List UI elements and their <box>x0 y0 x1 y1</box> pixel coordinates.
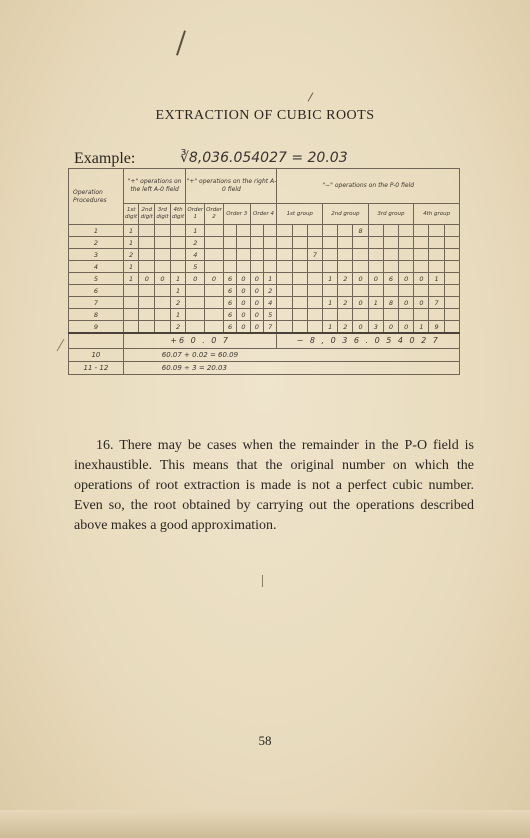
p-digit-cell <box>277 285 292 297</box>
p-digit-cell <box>414 237 429 249</box>
p-digit-cell <box>414 225 429 237</box>
p-digit-cell <box>277 249 292 261</box>
p-digit-cell <box>444 297 459 309</box>
op-number: 8 <box>69 309 124 321</box>
right-digit-cell <box>223 261 236 273</box>
p-digit-cell: 2 <box>338 321 353 334</box>
table-row <box>69 321 460 334</box>
right-field-header: "+" operations on the right A-0 field <box>186 169 277 204</box>
right-digit-cell: 0 <box>250 297 263 309</box>
p-digit-cell <box>338 309 353 321</box>
cube-result: − 8 , 0 3 6 . 0 5 4 0 2 7 <box>277 333 460 349</box>
right-digit-cell <box>205 297 224 309</box>
p-digit-cell: 0 <box>353 273 368 285</box>
left-digit-cell: 2 <box>170 297 186 309</box>
root-result: +6 0 . 0 7 <box>123 333 277 349</box>
p-digit-cell <box>338 225 353 237</box>
final-row <box>69 362 460 375</box>
p-digit-cell <box>292 261 307 273</box>
left-digit-cell <box>155 321 171 334</box>
right-digit-cell: 6 <box>223 321 236 334</box>
left-digit-cell <box>155 225 171 237</box>
right-digit-cell <box>186 297 205 309</box>
p-digit-cell <box>307 273 322 285</box>
p-digit-cell: 1 <box>323 297 338 309</box>
p-digit-cell <box>399 285 414 297</box>
left-digit-cell <box>123 309 139 321</box>
p-digit-cell: 2 <box>338 297 353 309</box>
left-digit-cell <box>123 321 139 334</box>
p-digit-cell <box>429 309 444 321</box>
right-digit-cell <box>237 225 250 237</box>
p-digit-cell <box>292 249 307 261</box>
p-digit-cell: 0 <box>399 321 414 334</box>
p-field-header: "−" operations on the P-0 field <box>277 169 460 204</box>
right-digit-cell <box>237 261 250 273</box>
p-digit-cell <box>277 237 292 249</box>
left-digit-cell: 0 <box>139 273 155 285</box>
p-digit-cell <box>277 261 292 273</box>
right-digit-cell: 1 <box>186 225 205 237</box>
right-digit-cell <box>186 309 205 321</box>
p-digit-cell <box>368 225 383 237</box>
left-digit-cell: 1 <box>170 285 186 297</box>
p-digit-cell <box>429 285 444 297</box>
p-sub-header: 2nd group <box>323 204 369 225</box>
left-digit-cell <box>123 285 139 297</box>
left-sub-header: 3rd digit <box>155 204 171 225</box>
p-digit-cell: 9 <box>429 321 444 334</box>
p-digit-cell <box>444 237 459 249</box>
right-digit-cell: 0 <box>237 285 250 297</box>
right-digit-cell <box>250 237 263 249</box>
op-number <box>69 333 124 349</box>
p-digit-cell <box>383 249 398 261</box>
right-digit-cell <box>264 249 277 261</box>
right-digit-cell <box>205 285 224 297</box>
p-digit-cell <box>414 261 429 273</box>
left-digit-cell: 0 <box>155 273 171 285</box>
left-field-header: "+" operations on the left A-0 field <box>123 169 186 204</box>
p-digit-cell: 0 <box>353 321 368 334</box>
left-sub-header: 4th digit <box>170 204 186 225</box>
left-digit-cell <box>139 237 155 249</box>
left-digit-cell <box>170 225 186 237</box>
p-digit-cell: 7 <box>429 297 444 309</box>
p-digit-cell: 1 <box>323 273 338 285</box>
op-number: 2 <box>69 237 124 249</box>
op-number: 5 <box>69 273 124 285</box>
op-number: 11 - 12 <box>69 362 124 375</box>
left-digit-cell <box>139 297 155 309</box>
op-header: Operation Procedures <box>69 169 124 225</box>
p-digit-cell: 7 <box>307 249 322 261</box>
right-digit-cell: 6 <box>223 309 236 321</box>
pencil-mark <box>308 92 314 101</box>
p-digit-cell <box>353 285 368 297</box>
left-digit-cell: 2 <box>123 249 139 261</box>
p-digit-cell <box>292 237 307 249</box>
right-digit-cell: 6 <box>223 297 236 309</box>
right-digit-cell: 5 <box>264 309 277 321</box>
left-digit-cell <box>155 297 171 309</box>
p-digit-cell <box>277 273 292 285</box>
p-digit-cell <box>444 261 459 273</box>
table-row <box>69 309 460 321</box>
p-sub-header: 1st group <box>277 204 323 225</box>
p-digit-cell <box>307 237 322 249</box>
op-number: 1 <box>69 225 124 237</box>
left-digit-cell <box>170 249 186 261</box>
p-digit-cell <box>444 225 459 237</box>
p-digit-cell <box>429 225 444 237</box>
p-digit-cell: 0 <box>414 297 429 309</box>
right-digit-cell <box>223 225 236 237</box>
left-digit-cell: 1 <box>123 273 139 285</box>
right-digit-cell: 0 <box>250 309 263 321</box>
p-digit-cell: 0 <box>399 297 414 309</box>
p-sub-header: 3rd group <box>368 204 414 225</box>
left-digit-cell <box>139 225 155 237</box>
p-digit-cell: 0 <box>353 297 368 309</box>
p-digit-cell <box>368 285 383 297</box>
op-number: 6 <box>69 285 124 297</box>
pencil-mark <box>57 339 65 352</box>
p-digit-cell <box>292 225 307 237</box>
p-digit-cell <box>292 321 307 334</box>
p-digit-cell <box>444 285 459 297</box>
p-digit-cell <box>444 273 459 285</box>
p-digit-cell: 1 <box>414 321 429 334</box>
final-expression: 60.07 + 0.02 = 60.09 <box>123 349 459 362</box>
right-digit-cell <box>250 249 263 261</box>
right-sub-header: Order 2 <box>205 204 224 225</box>
p-digit-cell <box>323 261 338 273</box>
right-digit-cell: 0 <box>237 273 250 285</box>
right-digit-cell: 0 <box>250 321 263 334</box>
p-digit-cell <box>353 237 368 249</box>
right-digit-cell: 0 <box>237 297 250 309</box>
p-digit-cell <box>368 237 383 249</box>
right-digit-cell <box>205 321 224 334</box>
right-digit-cell <box>205 249 224 261</box>
p-digit-cell <box>292 297 307 309</box>
p-digit-cell: 2 <box>338 273 353 285</box>
right-digit-cell <box>186 285 205 297</box>
right-digit-cell <box>205 225 224 237</box>
p-digit-cell <box>323 249 338 261</box>
p-digit-cell <box>368 261 383 273</box>
left-digit-cell <box>139 321 155 334</box>
sum-row <box>69 333 460 349</box>
table-row <box>69 225 460 237</box>
right-digit-cell: 0 <box>237 321 250 334</box>
p-digit-cell <box>444 309 459 321</box>
p-digit-cell <box>353 309 368 321</box>
p-digit-cell <box>338 261 353 273</box>
p-digit-cell <box>399 237 414 249</box>
p-digit-cell <box>353 261 368 273</box>
left-digit-cell <box>139 249 155 261</box>
p-digit-cell <box>444 249 459 261</box>
p-digit-cell <box>277 225 292 237</box>
left-digit-cell: 1 <box>123 225 139 237</box>
right-digit-cell <box>264 225 277 237</box>
p-digit-cell <box>323 237 338 249</box>
p-digit-cell <box>307 261 322 273</box>
p-digit-cell <box>292 285 307 297</box>
right-digit-cell: 6 <box>223 273 236 285</box>
table-row <box>69 249 460 261</box>
left-digit-cell: 1 <box>170 309 186 321</box>
p-digit-cell <box>444 321 459 334</box>
p-digit-cell <box>277 297 292 309</box>
right-digit-cell <box>223 249 236 261</box>
op-number: 7 <box>69 297 124 309</box>
p-digit-cell <box>383 225 398 237</box>
right-digit-cell: 4 <box>186 249 205 261</box>
example-label: Example: <box>74 150 136 167</box>
right-sub-header: Order 4 <box>250 204 277 225</box>
p-digit-cell <box>414 309 429 321</box>
p-digit-cell <box>307 225 322 237</box>
p-digit-cell: 0 <box>414 273 429 285</box>
op-number: 9 <box>69 321 124 334</box>
p-digit-cell <box>353 249 368 261</box>
p-digit-cell <box>414 285 429 297</box>
op-number: 10 <box>69 349 124 362</box>
p-digit-cell: 3 <box>368 321 383 334</box>
right-digit-cell: 4 <box>264 297 277 309</box>
right-digit-cell <box>250 261 263 273</box>
p-digit-cell: 0 <box>399 273 414 285</box>
p-digit-cell <box>323 285 338 297</box>
p-digit-cell <box>399 309 414 321</box>
example-expression: ∛8,036.054027 = 20.03 <box>180 150 348 166</box>
left-digit-cell <box>170 237 186 249</box>
p-digit-cell <box>368 249 383 261</box>
right-digit-cell: 0 <box>205 273 224 285</box>
left-digit-cell: 1 <box>123 237 139 249</box>
p-digit-cell: 1 <box>323 321 338 334</box>
left-digit-cell: 1 <box>123 261 139 273</box>
left-digit-cell <box>170 261 186 273</box>
p-digit-cell: 0 <box>368 273 383 285</box>
p-digit-cell <box>399 261 414 273</box>
p-digit-cell <box>307 285 322 297</box>
table-row <box>69 273 460 285</box>
left-digit-cell <box>139 309 155 321</box>
right-digit-cell: 0 <box>237 309 250 321</box>
p-digit-cell <box>338 285 353 297</box>
page-number: 58 <box>258 733 272 748</box>
table-row <box>69 261 460 273</box>
left-digit-cell <box>155 249 171 261</box>
p-digit-cell <box>307 309 322 321</box>
p-digit-cell <box>383 309 398 321</box>
paragraph-16: 16. There may be cases when the remainder in the P-O field is inexhaustible. This means that the original number on which the operations of root extraction is made is not a perfect cubic number. Even so, the root obtained by carrying out the operations described above makes a good approximation. <box>74 438 474 533</box>
right-digit-cell: 1 <box>264 273 277 285</box>
left-digit-cell: 1 <box>170 273 186 285</box>
pencil-mark <box>262 575 263 587</box>
p-digit-cell <box>399 249 414 261</box>
p-digit-cell <box>277 321 292 334</box>
final-row <box>69 349 460 362</box>
table-row <box>69 297 460 309</box>
p-digit-cell: 8 <box>353 225 368 237</box>
p-digit-cell <box>399 225 414 237</box>
right-digit-cell: 0 <box>186 273 205 285</box>
right-digit-cell: 5 <box>186 261 205 273</box>
p-digit-cell <box>414 249 429 261</box>
p-digit-cell <box>429 261 444 273</box>
pencil-mark <box>176 30 186 55</box>
p-digit-cell <box>292 309 307 321</box>
final-expression: 60.09 ÷ 3 = 20.03 <box>123 362 459 375</box>
left-sub-header: 2nd digit <box>139 204 155 225</box>
p-digit-cell: 1 <box>429 273 444 285</box>
p-digit-cell: 8 <box>383 297 398 309</box>
right-digit-cell: 7 <box>264 321 277 334</box>
right-digit-cell <box>264 237 277 249</box>
right-digit-cell: 2 <box>186 237 205 249</box>
p-digit-cell <box>338 249 353 261</box>
right-digit-cell <box>205 237 224 249</box>
p-digit-cell: 6 <box>383 273 398 285</box>
right-digit-cell <box>237 237 250 249</box>
right-sub-header: Order 3 <box>223 204 250 225</box>
right-digit-cell: 6 <box>223 285 236 297</box>
p-digit-cell <box>292 273 307 285</box>
p-digit-cell <box>307 321 322 334</box>
table-row <box>69 285 460 297</box>
right-sub-header: Order 1 <box>186 204 205 225</box>
p-digit-cell <box>383 237 398 249</box>
p-digit-cell <box>429 249 444 261</box>
left-sub-header: 1st digit <box>123 204 139 225</box>
right-digit-cell <box>237 249 250 261</box>
right-digit-cell <box>264 261 277 273</box>
p-digit-cell <box>277 309 292 321</box>
right-digit-cell <box>186 321 205 334</box>
right-digit-cell: 0 <box>250 285 263 297</box>
right-digit-cell <box>205 309 224 321</box>
right-digit-cell <box>223 237 236 249</box>
left-digit-cell <box>155 285 171 297</box>
page-title: EXTRACTION OF CUBIC ROOTS <box>155 108 375 123</box>
right-digit-cell <box>250 225 263 237</box>
p-digit-cell: 1 <box>368 297 383 309</box>
left-digit-cell <box>123 297 139 309</box>
right-digit-cell: 0 <box>250 273 263 285</box>
p-digit-cell <box>368 309 383 321</box>
left-digit-cell <box>139 285 155 297</box>
p-digit-cell <box>307 297 322 309</box>
p-digit-cell <box>383 285 398 297</box>
right-digit-cell: 2 <box>264 285 277 297</box>
p-digit-cell <box>429 237 444 249</box>
op-number: 3 <box>69 249 124 261</box>
operations-table <box>68 168 460 425</box>
page-edge <box>0 810 530 838</box>
p-digit-cell <box>338 237 353 249</box>
left-digit-cell: 2 <box>170 321 186 334</box>
left-digit-cell <box>139 261 155 273</box>
p-sub-header: 4th group <box>414 204 460 225</box>
table-row <box>69 237 460 249</box>
p-digit-cell <box>323 225 338 237</box>
right-digit-cell <box>205 261 224 273</box>
left-digit-cell <box>155 261 171 273</box>
left-digit-cell <box>155 309 171 321</box>
p-digit-cell <box>383 261 398 273</box>
op-number: 4 <box>69 261 124 273</box>
p-digit-cell: 0 <box>383 321 398 334</box>
p-digit-cell <box>323 309 338 321</box>
left-digit-cell <box>155 237 171 249</box>
